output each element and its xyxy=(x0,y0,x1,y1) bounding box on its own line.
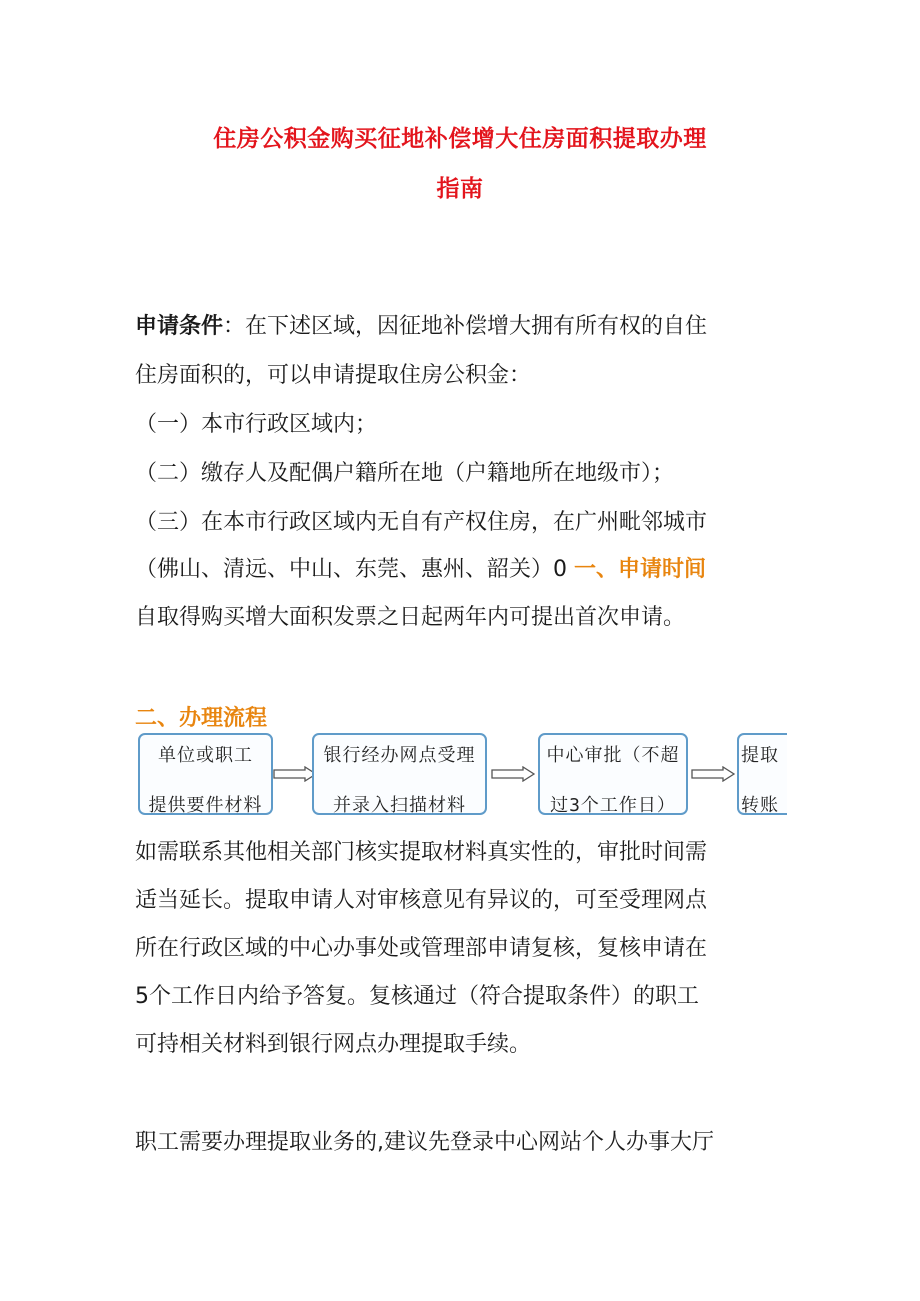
flow-step-submit xyxy=(138,733,273,815)
flow-step-bank-accept xyxy=(312,733,487,815)
document-title: 住房公积金购买征地补偿增大住房面积提取办理 xyxy=(213,126,707,152)
condition-item-3-continued xyxy=(135,555,706,585)
note-line: 所在行政区域的中心办事处或管理部申请复核，复核申请在 xyxy=(135,936,708,961)
condition-item-1: （一）本市行政区域内； xyxy=(135,412,378,437)
note-line: 5个工作日内给予答复。复核通过（符合提取条件）的职工 xyxy=(135,984,699,1009)
condition-item-2: （二）缴存人及配偶户籍所在地（户籍地所在地级市）； xyxy=(135,461,675,486)
conditions-paragraph xyxy=(135,312,707,342)
conditions-intro: ：在下述区域，因征地补偿增大拥有所有权的自住 xyxy=(223,314,708,339)
flow-step-line: 并录入扫描材料 xyxy=(333,795,466,816)
conditions-intro-continued: 住房面积的，可以申请提取住房公积金： xyxy=(135,363,532,388)
apply-time-heading: 一、申请时间 xyxy=(574,557,707,582)
flow-step-line: 提取 xyxy=(741,745,779,766)
flow-step-line: 转账 xyxy=(741,795,779,815)
flow-step-line: 单位或职工 xyxy=(158,745,253,766)
flow-arrow-icon xyxy=(491,766,535,782)
flow-arrow-icon xyxy=(273,766,317,782)
note-line: 适当延长。提取申请人对审核意见有异议的，可至受理网点 xyxy=(135,888,708,913)
flow-step-line: 提供要件材料 xyxy=(148,795,263,816)
condition-item-3: （三）在本市行政区域内无自有产权住房，在广州毗邻城市 xyxy=(135,510,708,535)
flow-step-transfer-clip xyxy=(737,733,787,815)
process-heading: 二、办理流程 xyxy=(135,706,268,731)
flow-step-line: 中心审批（不超 xyxy=(546,745,680,766)
flow-step-transfer xyxy=(737,733,787,815)
note-line: 如需联系其他相关部门核实提取材料真实性的，审批时间需 xyxy=(135,840,708,865)
note-line: 可持相关材料到银行网点办理提取手续。 xyxy=(135,1032,532,1057)
apply-time-text: 自取得购买增大面积发票之日起两年内可提出首次申请。 xyxy=(135,605,686,630)
flow-step-line: 银行经办网点受理 xyxy=(323,745,476,766)
conditions-label: 申请条件 xyxy=(135,314,224,339)
document-title-continued: 指南 xyxy=(436,176,484,202)
flow-step-line: 过3个工作日） xyxy=(550,795,676,816)
flow-step-center-approval xyxy=(538,733,688,815)
flow-arrow-icon xyxy=(691,766,735,782)
condition-item-3-cities: （佛山、清远、中山、东莞、惠州、韶关）0 xyxy=(135,557,567,582)
note-line: 职工需要办理提取业务的,建议先登录中心网站个人办事大厅 xyxy=(135,1130,714,1155)
